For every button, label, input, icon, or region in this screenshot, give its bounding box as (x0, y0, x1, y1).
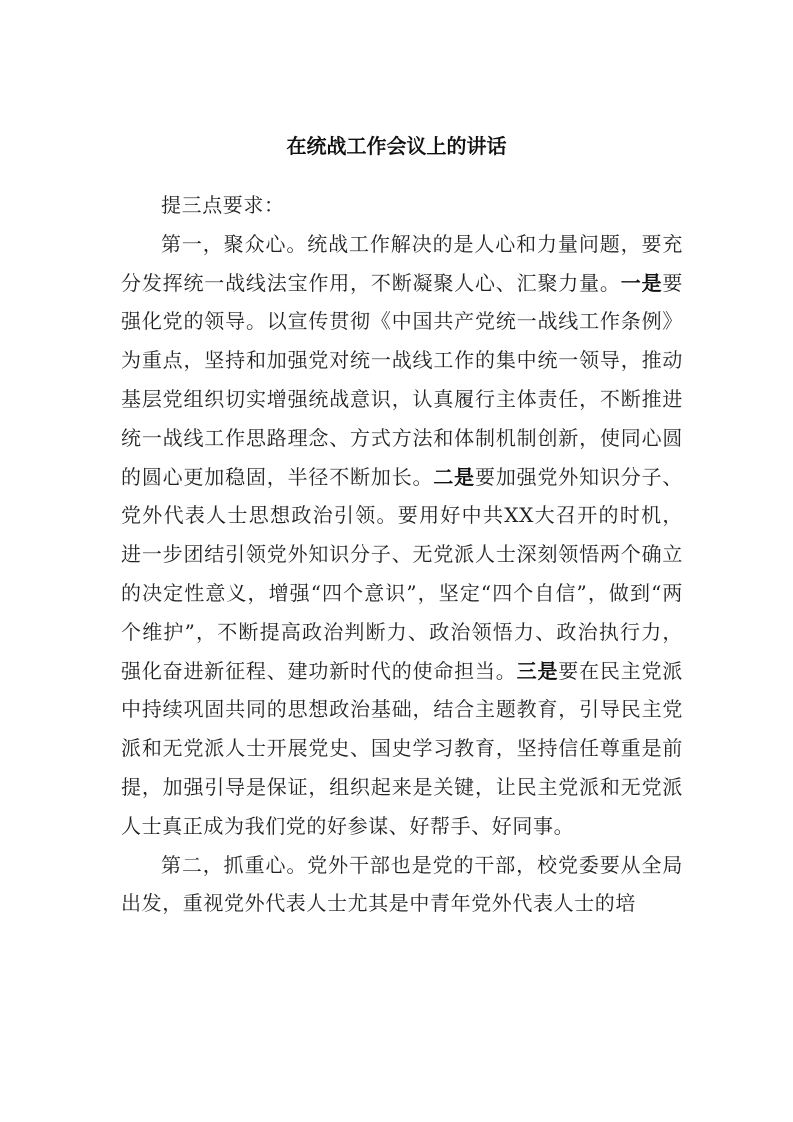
point-one-text: 要强化党的领导。以宣传贯彻《中国共产党统一战线工作条例》为重点，坚持和加强党对统一战线工作的集中统一领导，推动基层党组织切实增强统战意识，认真履行主体责任，不断推进统一战线工作思路理念、方式方法和体制机制创新，使同心圆的圆心更加稳固，半径不断加长。 (121, 270, 684, 489)
point-marker-two: 二是 (433, 464, 476, 489)
point-marker-three: 三是 (516, 658, 559, 683)
point-three-text: 要在民主党派中持续巩固共同的思想政治基础，结合主题教育，引导民主党派和无党派人士开展党史、国史学习教育，坚持信任尊重是前提，加强引导是保证，组织起来是关键，让民主党派和无党派人士真正成为我们党的好参谋、好帮手、好同事。 (121, 658, 683, 838)
document-body (121, 186, 683, 923)
intro-paragraph: 提三点要求： (161, 193, 285, 217)
paragraph-second-point: 第二，抓重心。党外干部也是党的干部，校党委要从全局出发，重视党外代表人士尤其是中青年党外代表人士的培 (121, 852, 683, 916)
first-point-lead: 第一，聚众心。统战工作解决的是人心和力量问题，要充分发挥统一战线法宝作用，不断凝聚人心、汇聚力量。 (121, 231, 683, 295)
document-title: 在统战工作会议上的讲话 (286, 134, 507, 158)
paragraph-first-point (121, 225, 683, 846)
point-two-text: 要加强党外知识分子、党外代表人士思想政治引领。要用好中共XX大召开的时机，进一步团结引领党外知识分子、无党派人士深刻领悟两个确立的决定性意义，增强“四个意识”，坚定“四个自信”，做到“两个维护”，不断提高政治判断力、政治领悟力、政治执行力，强化奋进新征程、建功新时代的使命担当。 (121, 464, 684, 683)
point-marker-one: 一是 (620, 270, 663, 295)
